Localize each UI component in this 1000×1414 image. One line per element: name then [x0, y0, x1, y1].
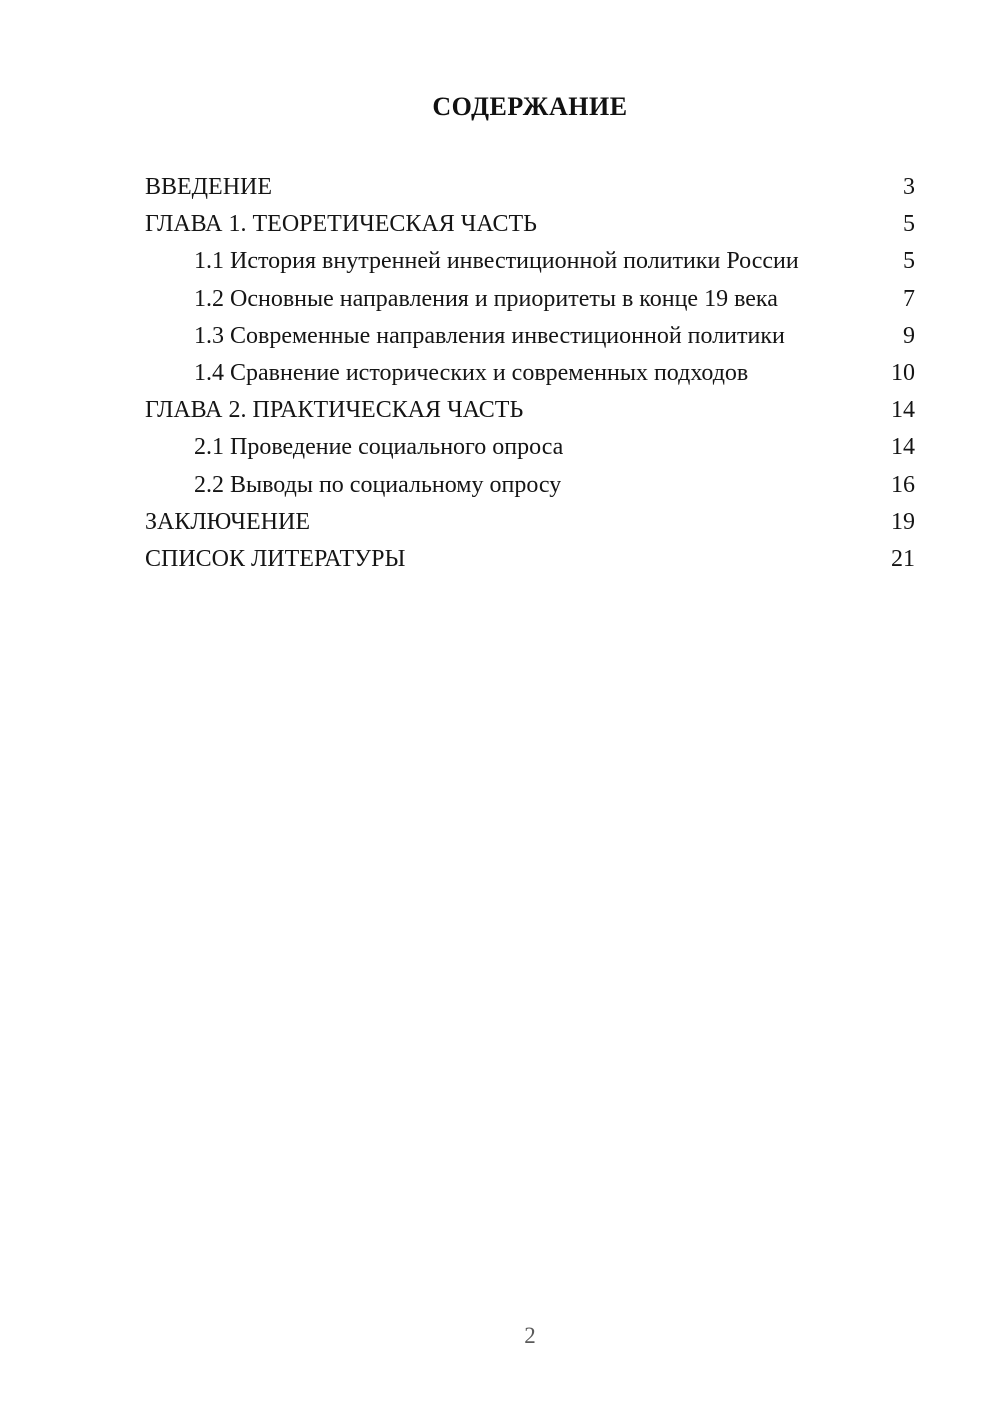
toc-entry-page: 5	[903, 211, 915, 238]
toc-entry	[145, 504, 915, 541]
table-of-contents	[145, 169, 915, 578]
toc-entry-label: ВВЕДЕНИЕ	[145, 174, 273, 200]
toc-entry-label: 1.2 Основные направления и приоритеты в конце 19 века	[194, 285, 778, 312]
toc-entry-label: СПИСОК ЛИТЕРАТУРЫ	[145, 545, 406, 572]
toc-entry-page: 14	[891, 434, 915, 461]
toc-entry-page: 9	[903, 322, 915, 349]
toc-entry-page: 7	[903, 285, 915, 312]
toc-entry-page: 10	[891, 359, 915, 386]
toc-entry	[145, 281, 915, 318]
toc-entry	[145, 169, 915, 206]
toc-entry-page: 16	[891, 471, 915, 498]
toc-entry-label: ЗАКЛЮЧЕНИЕ	[145, 508, 310, 535]
toc-entry-label: 2.1 Проведение социального опроса	[194, 434, 564, 461]
toc-entry-page: 21	[891, 545, 915, 572]
toc-entry	[145, 355, 915, 392]
toc-entry-label: 1.3 Современные направления инвестиционной политики	[194, 322, 785, 349]
toc-entry	[145, 243, 915, 280]
toc-entry-label: ГЛАВА 1. ТЕОРЕТИЧЕСКАЯ ЧАСТЬ	[145, 211, 537, 238]
toc-entry	[145, 467, 915, 504]
toc-entry-page: 14	[891, 397, 915, 424]
toc-entry	[145, 392, 915, 429]
toc-entry-page: 3	[903, 174, 915, 200]
toc-entry-label: 1.1 История внутренней инвестиционной политики России	[194, 248, 799, 275]
footer-page-number: 2	[524, 1323, 536, 1348]
toc-entry	[145, 318, 915, 355]
page-title: СОДЕРЖАНИЕ	[432, 92, 628, 121]
toc-entry-page: 5	[903, 248, 915, 275]
toc-entry-label: ГЛАВА 2. ПРАКТИЧЕСКАЯ ЧАСТЬ	[145, 397, 524, 424]
toc-entry-label: 1.4 Сравнение исторических и современных подходов	[194, 359, 749, 386]
toc-entry-page: 19	[891, 508, 915, 535]
toc-entry	[145, 541, 915, 578]
toc-entry-label: 2.2 Выводы по социальному опросу	[194, 471, 562, 498]
toc-entry	[145, 206, 915, 243]
toc-entry	[145, 429, 915, 466]
